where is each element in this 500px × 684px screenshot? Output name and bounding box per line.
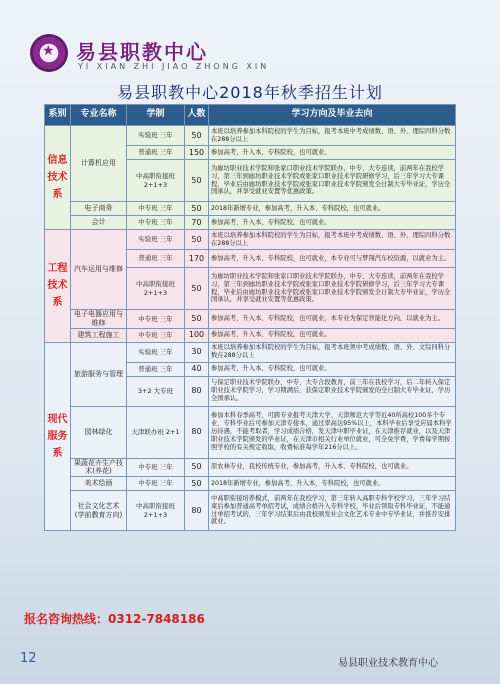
major-name: 美术绘画 — [71, 477, 127, 491]
class-type: 天津联办班 2+1 — [127, 406, 185, 458]
dept-mod: 现代服务系 — [45, 342, 71, 531]
direction-text: 参加高考，升入本、专科院校，也可就业，本专业为保定智能化方向，以就业为主。 — [209, 310, 456, 329]
major-name: 社会文化艺术(学前教育方向) — [71, 491, 127, 531]
direction-text: 为廊坊职业技术学院和张家口职业技术学院联办，中专、大专连读，前两年在我校学习，第三年到廊坊职业技术学院或张家口职业技术学院研修学习，后三年学习大专课程，毕业后由廊坊职业技术学院或张家口职业技术学院颁发全日制大专毕业证，学历全国承认，并享受就业安置等优惠政策。 — [209, 160, 456, 202]
direction-text: 2018年新增专业，参加高考，升入本、专科院校，也可就业。 — [209, 202, 456, 216]
table-row — [45, 458, 456, 477]
enroll-count: 170 — [185, 250, 209, 268]
enroll-count: 80 — [185, 376, 209, 406]
enroll-count: 150 — [185, 146, 209, 160]
class-type: 普通班 三年 — [127, 146, 185, 160]
major-name: 建筑工程施工 — [71, 328, 127, 342]
class-type: 中专班 三年 — [127, 216, 185, 230]
class-type: 实验班 三年 — [127, 230, 185, 250]
enroll-count: 50 — [185, 230, 209, 250]
header-major: 专业名称 — [71, 105, 127, 126]
class-type: 中专班 三年 — [127, 328, 185, 342]
table-row — [45, 230, 456, 250]
direction-text: 参加高考，升入本、专科院校，也可就业。 — [209, 362, 456, 376]
school-logo — [30, 34, 68, 72]
class-type: 中高职衔接班 2+1+3 — [127, 160, 185, 202]
table-row — [45, 406, 456, 458]
major-name: 汽车运用与维修 — [71, 230, 127, 310]
table-row — [45, 328, 456, 342]
table-row — [45, 342, 456, 362]
page-title: 易县职教中心2018年秋季招生计划 — [117, 83, 383, 102]
header-duration: 学制 — [127, 105, 185, 126]
major-name: 果蔬花卉生产技术(养花) — [71, 458, 127, 477]
header-count: 人数 — [185, 105, 209, 126]
direction-text: 与保定职业技术学院联办，中专、大专合段教育，前三年在我校学习，后二年转入保定职业技术学院学习，学习期满后，获保定职业技术学院颁发的全日制大专毕业证，学历全国承认。 — [209, 376, 456, 406]
direction-text: 参加高考，升入本、专科院校，也可就业。 — [209, 216, 456, 230]
major-name: 园林绿化 — [71, 406, 127, 458]
enroll-count: 50 — [185, 310, 209, 329]
table-row — [45, 202, 456, 216]
page-number: 12 — [20, 651, 37, 666]
enroll-count: 50 — [185, 126, 209, 146]
enroll-count: 100 — [185, 328, 209, 342]
direction-text: 为廊坊职业技术学院和张家口职业技术学院联办，中专、大专连读，前两年在我校学习，第三年到廊坊职业技术学院或张家口职业技术学院研修学习，后三年学习大专课程，毕业后由廊坊职业技术学院或张家口职业技术学院颁发全日制大专毕业证，学历全国承认，并享受就业安置等优惠政策。 — [209, 268, 456, 310]
direction-text: 参加高考，升入本、专科院校，也可就业。 — [209, 328, 456, 342]
brand-pinyin: YI XIAN ZHI JIAO ZHONG XIN — [78, 62, 270, 71]
direction-text: 本班以培养参加本科院校的学生为目标，报考本班须中考成绩数、语、外、文综四科分数在288分以上 — [209, 342, 456, 362]
direction-text: 原农林专业，我校传统专业，参加高考，升入本、专科院校，也可就业。 — [209, 458, 456, 477]
direction-text: 中高职衔接培养模式，前两年在我校学习，第三年转入高职专科学校学习，三年学习结束后参加普通高考单招考试，成绩合格升入专科学校，毕业后领取专科毕业证，不能通过单招考试的，三年学习结束后由我校颁发社会文化艺术专业中专毕业证，并推荐安排就业。 — [209, 491, 456, 531]
major-name: 电子电器应用与维修 — [71, 310, 127, 329]
table-row — [45, 126, 456, 146]
class-type: 中高职衔接班 2+1+3 — [127, 491, 185, 531]
table-row — [45, 477, 456, 491]
wechat-watermark: 易县职业技术教育中心 — [338, 658, 438, 669]
dept-info: 信息技术系 — [45, 126, 71, 230]
enroll-count: 50 — [185, 477, 209, 491]
major-name: 电子商务 — [71, 202, 127, 216]
enroll-count: 80 — [185, 491, 209, 531]
class-type: 中专班 三年 — [127, 477, 185, 491]
header-direction: 学习方向及毕业去向 — [209, 105, 456, 126]
table-row — [45, 491, 456, 531]
dept-eng: 工程技术系 — [45, 230, 71, 343]
class-type: 实验班 三年 — [127, 126, 185, 146]
major-name: 会计 — [71, 216, 127, 230]
enrollment-table — [44, 104, 456, 531]
class-type: 中专班 三年 — [127, 458, 185, 477]
class-type: 中高职衔接班 2+1+3 — [127, 268, 185, 310]
hotline-text: 报名咨询热线：0312-7848186 — [24, 612, 205, 626]
direction-text: 本班以培养参加本科院校的学生为目标，报考本班中考成绩数、语、外、理综四科分数在288分以上 — [209, 126, 456, 146]
brand-name: 易县职教中心 — [76, 40, 208, 64]
table-header — [45, 105, 456, 126]
major-name: 旅游服务与管理 — [71, 342, 127, 406]
direction-text: 参加本科春季高考，可跨专业报考天津大学、天津师范大学等近40所高校100多个专业，专科毕业后可参加天津专接本，通过率高达95%以上，本科毕业后享受应届本科学历待遇，不能考取者，学习成绩合格，发天津中职毕业证，在天津推荐就业，以及天津职业技术学院颁发的毕业证，在天津市相关行业单位就业，可全免学费，学费每学期按照学校的有关规定收取，收费标准每学年216分以上。 — [209, 406, 456, 458]
class-type: 3+2 大专班 — [127, 376, 185, 406]
table-row — [45, 216, 456, 230]
header-dept: 系别 — [45, 105, 71, 126]
class-type: 普通班 三年 — [127, 362, 185, 376]
class-type: 普通班 三年 — [127, 250, 185, 268]
direction-text: 2018年新增专业，参加高考，升入本、专科院校，也可就业。 — [209, 477, 456, 491]
direction-text: 参加高考，升入本、专科院校，也可就业。 — [209, 146, 456, 160]
enroll-count: 30 — [185, 342, 209, 362]
enroll-count: 50 — [185, 268, 209, 310]
enroll-count: 70 — [185, 216, 209, 230]
class-type: 中专班 三年 — [127, 202, 185, 216]
class-type: 中专班 三年 — [127, 310, 185, 329]
direction-text: 参加高考，升入本、专科院校，也可就业，本专业可与梦翔汽车校资源，以就业为主。 — [209, 250, 456, 268]
enroll-count: 50 — [185, 202, 209, 216]
enroll-count: 40 — [185, 362, 209, 376]
enroll-count: 80 — [185, 406, 209, 458]
enroll-count: 50 — [185, 160, 209, 202]
table-row — [45, 310, 456, 329]
enroll-count: 50 — [185, 458, 209, 477]
class-type: 实验班 三年 — [127, 342, 185, 362]
direction-text: 本班以培养参加本科院校的学生为目标，报考本班中考成绩数、语、外、理综四科分数在288分以上 — [209, 230, 456, 250]
major-name: 计算机应用 — [71, 126, 127, 202]
